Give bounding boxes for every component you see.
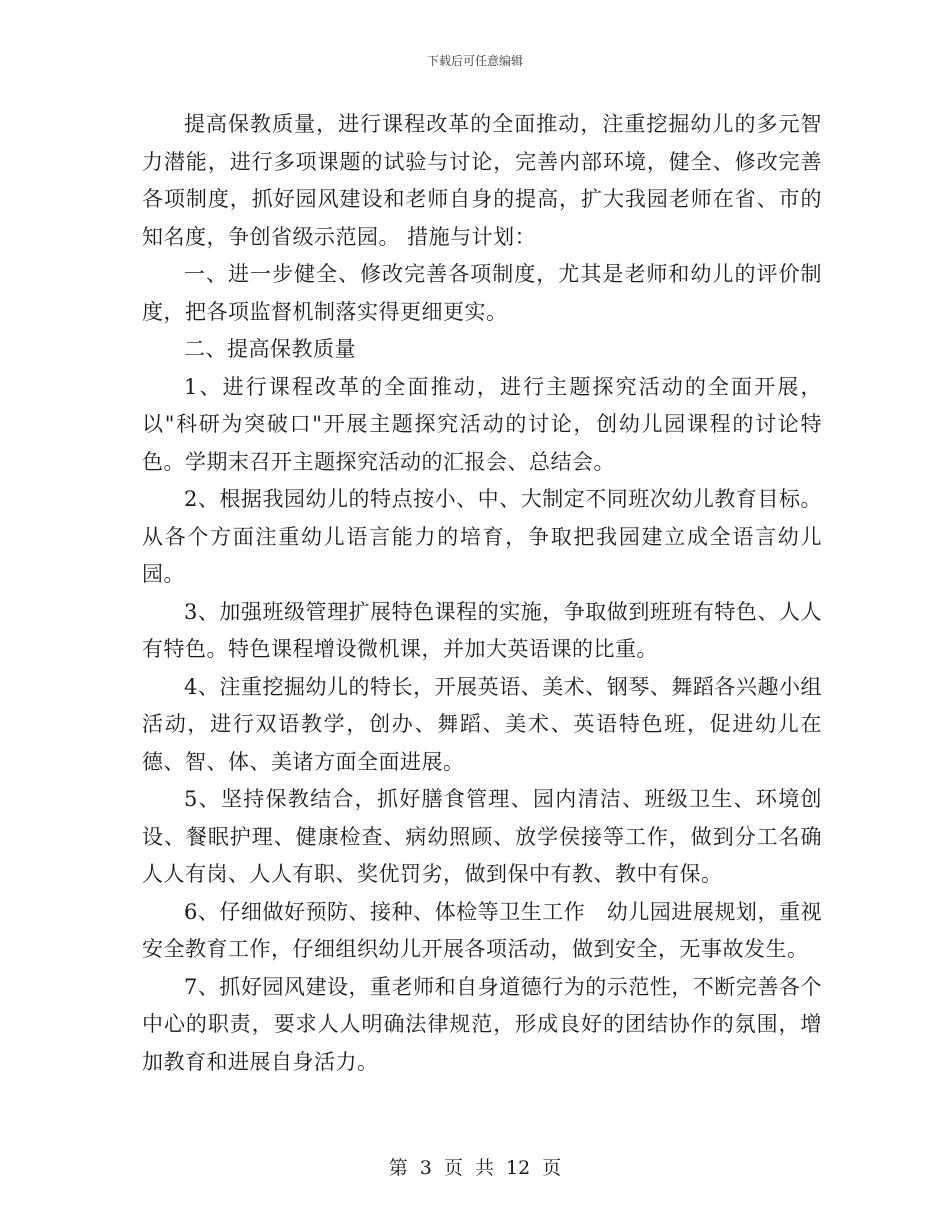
document-body <box>142 106 822 1081</box>
paragraph-intro: 提高保教质量，进行课程改革的全面推动，注重挖掘幼儿的多元智力潜能，进行多项课题的试验与讨论，完善内部环境，健全、修改完善各项制度，抓好园风建设和老师自身的提高，扩大我园老师在省、市的知名度，争创省级示范园。 措施与计划： <box>142 112 822 249</box>
header-note: 下载后可任意编辑 <box>426 54 523 68</box>
paragraph-item-5: 5、坚持保教结合，抓好膳食管理、园内清洁、班级卫生、环境创设、餐眠护理、健康检查、病幼照顾、放学侯接等工作，做到分工名确人人有岗、人人有职、奖优罚劣，做到保中有教、教中有保。 <box>142 787 822 886</box>
paragraph-item-6: 6、仔细做好预防、接种、体检等卫生工作 幼儿园进展规划，重视安全教育工作，仔细组织幼儿开展各项活动，做到安全，无事故发生。 <box>142 899 822 961</box>
paragraph-item-7: 7、抓好园风建设，重老师和自身道德行为的示范性，不断完善各个中心的职责，要求人人明确法律规范，形成良好的团结协作的氛围，增加教育和进展自身活力。 <box>142 974 822 1074</box>
paragraph-section-2-heading: 二、提高保教质量 <box>184 337 356 361</box>
paragraph-item-3: 3、加强班级管理扩展特色课程的实施，争取做到班班有特色、人人有特色。特色课程增设微机课，并加大英语课的比重。 <box>142 599 822 661</box>
page-number-footer: 第 3 页 共 12 页 <box>388 1157 562 1179</box>
paragraph-item-1: 1、进行课程改革的全面推动，进行主题探究活动的全面开展，以"科研为突破口"开展主题探究活动的讨论，创幼儿园课程的讨论特色。学期末召开主题探究活动的汇报会、总结会。 <box>142 374 822 474</box>
paragraph-section-1: 一、进一步健全、修改完善各项制度，尤其是老师和幼儿的评价制度，把各项监督机制落实得更细更实。 <box>142 262 822 324</box>
paragraph-item-2: 2、根据我园幼儿的特点按小、中、大制定不同班次幼儿教育目标。从各个方面注重幼儿语言能力的培育，争取把我园建立成全语言幼儿园。 <box>142 487 822 586</box>
paragraph-item-4: 4、注重挖掘幼儿的特长，开展英语、美术、钢琴、舞蹈各兴趣小组活动，进行双语教学，创办、舞蹈、美术、英语特色班，促进幼儿在德、智、体、美诸方面全面进展。 <box>142 674 822 774</box>
